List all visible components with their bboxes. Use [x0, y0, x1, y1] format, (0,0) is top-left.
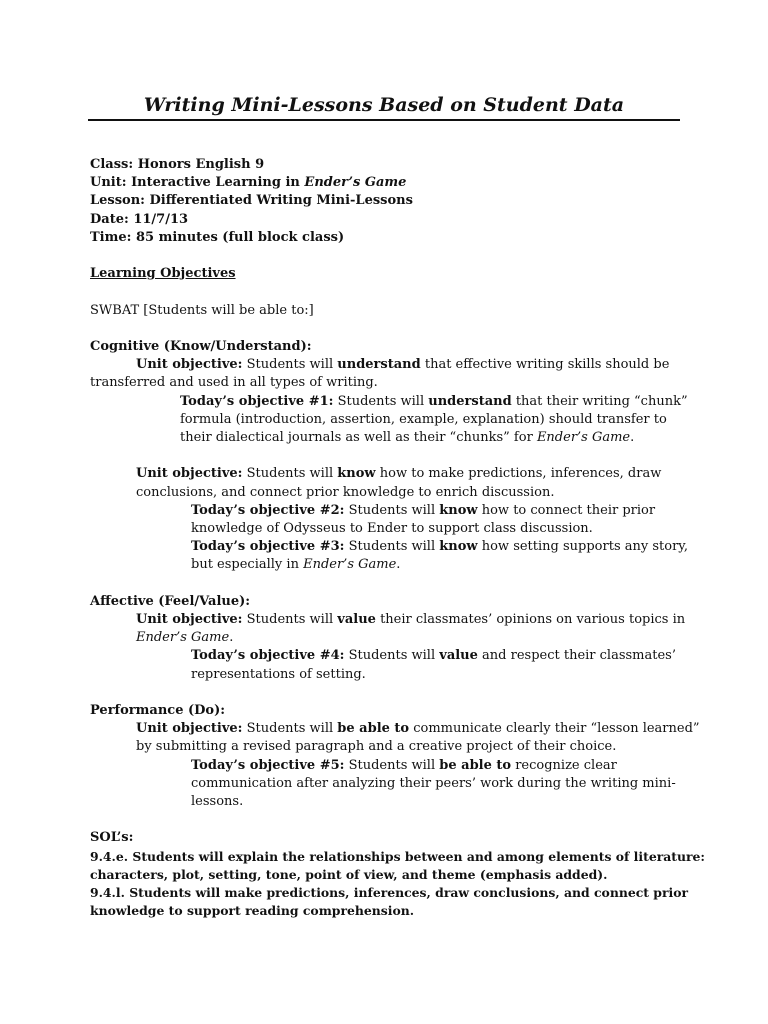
sol-9-4-e: 9.4.e. Students will explain the relationships between and among elements of literature: [90, 848, 705, 864]
document-title: Writing Mini-Lessons Based on Student Data [143, 94, 625, 116]
learning-objectives-heading: Learning Objectives [90, 266, 236, 282]
todays-objective-3: Today’s objective #3: Students will know how setting supports any story, [191, 539, 689, 555]
todays-objective-4: Today’s objective #4: Students will value and respect their classmates’ [191, 648, 676, 664]
performance-unit-objective: Unit objective: Students will be able to communicate clearly their “lesson learned” [136, 721, 700, 737]
sols-heading: SOL’s: [90, 830, 134, 846]
todays-objective-5-cont2: lessons. [191, 794, 244, 810]
cognitive-heading: Cognitive (Know/Understand): [90, 338, 312, 354]
affective-unit-objective-cont: Ender’s Game. [136, 630, 234, 646]
cognitive-unit-objective-1: Unit objective: Students will understand that effective writing skills should be [136, 357, 670, 373]
sol-9-4-l-cont: knowledge to support reading comprehension. [90, 903, 415, 919]
todays-objective-1: Today’s objective #1: Students will understand that their writing “chunk” [180, 393, 688, 409]
performance-unit-objective-cont: by submitting a revised paragraph and a creative project of their choice. [136, 739, 617, 755]
sol-9-4-l: 9.4.l. Students will make predictions, inferences, draw conclusions, and connect prior [90, 885, 688, 901]
lesson-line: Lesson: Differentiated Writing Mini-Lessons [90, 193, 413, 209]
cognitive-unit-objective-1-cont: transferred and used in all types of writing. [90, 375, 378, 391]
sol-9-4-e-cont: characters, plot, setting, tone, point of view, and theme (emphasis added). [90, 866, 608, 882]
class-line: Class: Honors English 9 [90, 157, 265, 172]
book-title: Ender’s Game [304, 175, 407, 191]
swbat-line: SWBAT [Students will be able to:] [90, 302, 314, 318]
cognitive-unit-objective-2: Unit objective: Students will know how to make predictions, inferences, draw [136, 466, 662, 482]
todays-objective-5: Today’s objective #5: Students will be able to recognize clear [191, 757, 617, 773]
title-underline-rule [88, 119, 680, 121]
todays-objective-5-cont: communication after analyzing their peers’ work during the writing mini- [191, 775, 676, 791]
performance-heading: Performance (Do): [90, 703, 226, 718]
affective-heading: Affective (Feel/Value): [90, 593, 251, 609]
time-line: Time: 85 minutes (full block class) [90, 229, 345, 245]
date-line: Date: 11/7/13 [90, 211, 189, 227]
cognitive-unit-objective-2-cont: conclusions, and connect prior knowledge to enrich discussion. [136, 484, 555, 500]
todays-objective-2-cont: knowledge of Odysseus to Ender to support class discussion. [191, 521, 593, 536]
affective-unit-objective: Unit objective: Students will value their classmates’ opinions on various topics in [136, 612, 686, 627]
todays-objective-4-cont: representations of setting. [191, 666, 366, 682]
todays-objective-3-cont: but especially in Ender’s Game. [191, 557, 401, 573]
document-body [90, 156, 705, 920]
todays-objective-1-cont: formula (introduction, assertion, example, explanation) should transfer to [180, 411, 667, 427]
todays-objective-1-cont2: their dialectical journals as well as their “chunks” for Ender’s Game. [180, 430, 635, 445]
unit-line: Unit: Interactive Learning in Ender’s Game [90, 175, 407, 191]
todays-objective-2: Today’s objective #2: Students will know how to connect their prior [191, 502, 656, 518]
